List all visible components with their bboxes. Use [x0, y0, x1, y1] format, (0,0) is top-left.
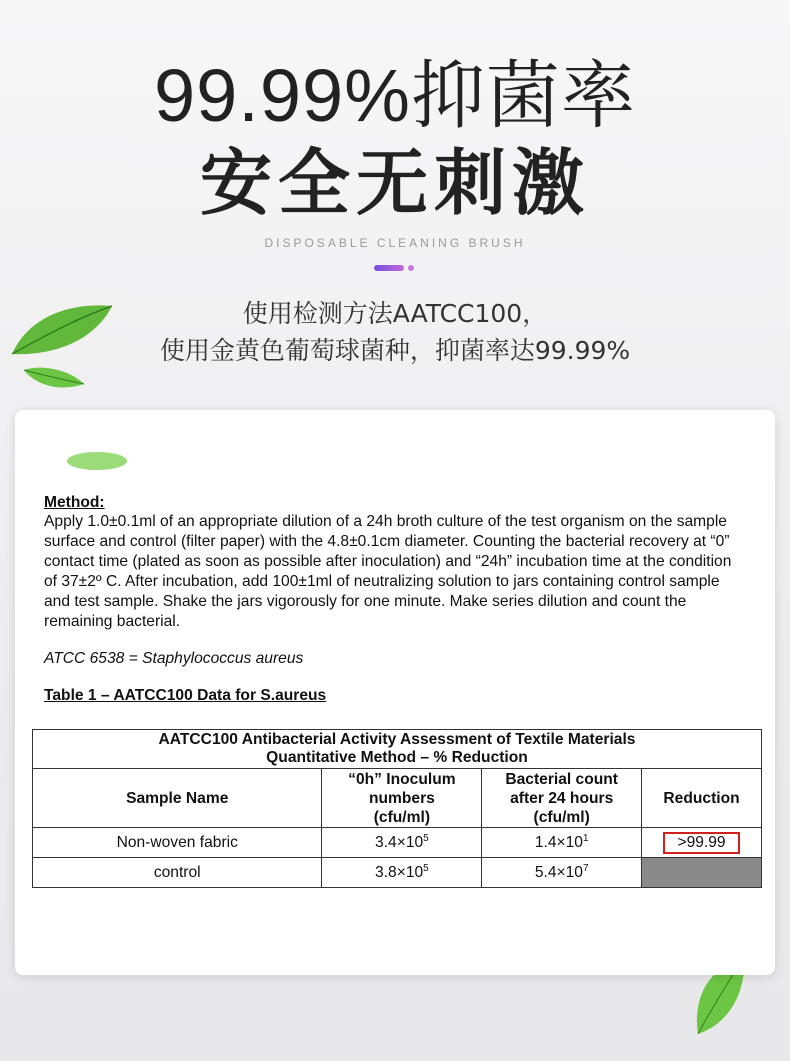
table-caption: AATCC100 Antibacterial Activity Assessment of Textile Materials Quantitative Method – % Reduction	[33, 730, 762, 769]
accent-divider	[374, 265, 419, 271]
description-line-2: 使用金黄色葡萄球菌种，抑菌率达99.99%	[159, 336, 631, 365]
report-card	[15, 410, 775, 975]
method-paragraph: Apply 1.0±0.1ml of an appropriate dilution of a 24h broth culture of the test organism on the sample surface and control (filter paper) with the 4.8±0.1cm diameter. Counting the bacterial recovery at “0” contact time (plated as soon as possible after inoculation) and “24h” incubation time at the condition of 37±2º C. After incubation, add 100±1ml of neutralizing solution to jars containing control sample and test sample. Shake the jars vigorously for one minute. Make series dilution and count the remaining bacterial.	[44, 513, 732, 630]
reduction-cell-empty	[642, 858, 762, 888]
header-bacterial-count: Bacterial count after 24 hours (cfu/ml)	[482, 769, 642, 828]
headline-line-2: 安全无刺激	[199, 141, 590, 225]
results-table	[32, 729, 762, 888]
reduction-highlight: >99.99	[663, 832, 739, 854]
inoculum-cell: $3.4\times 10^5$	[322, 828, 482, 858]
atcc-note: ATCC 6538 = Staphylococcus aureus	[44, 650, 304, 667]
header-sample-name: Sample Name	[33, 769, 322, 828]
table-row	[33, 858, 762, 888]
method-heading: Method:	[44, 494, 105, 511]
inoculum-cell: $3.8\times 10^5$	[322, 858, 482, 888]
header-inoculum: “0h” Inoculum numbers (cfu/ml)	[322, 769, 482, 828]
sample-name-cell: Non-woven fabric	[33, 828, 322, 858]
report-text	[44, 494, 734, 705]
description-line-1: 使用检测方法AATCC100，	[242, 299, 548, 328]
leaf-icon	[22, 364, 88, 392]
count-cell: $5.4\times 10^7$	[482, 858, 642, 888]
count-cell: $1.4\times 10^1$	[482, 828, 642, 858]
reduction-cell	[642, 828, 762, 858]
table-title: Table 1 – AATCC100 Data for S.aureus	[44, 687, 327, 704]
blurred-leaf-icon	[65, 448, 131, 474]
leaf-icon	[8, 298, 118, 360]
sample-name-cell: control	[33, 858, 322, 888]
subtitle-en: DISPOSABLE CLEANING BRUSH	[264, 236, 526, 250]
header-reduction: Reduction	[642, 769, 762, 828]
table-row	[33, 828, 762, 858]
headline-line-1: 99.99%抑菌率	[154, 54, 636, 137]
